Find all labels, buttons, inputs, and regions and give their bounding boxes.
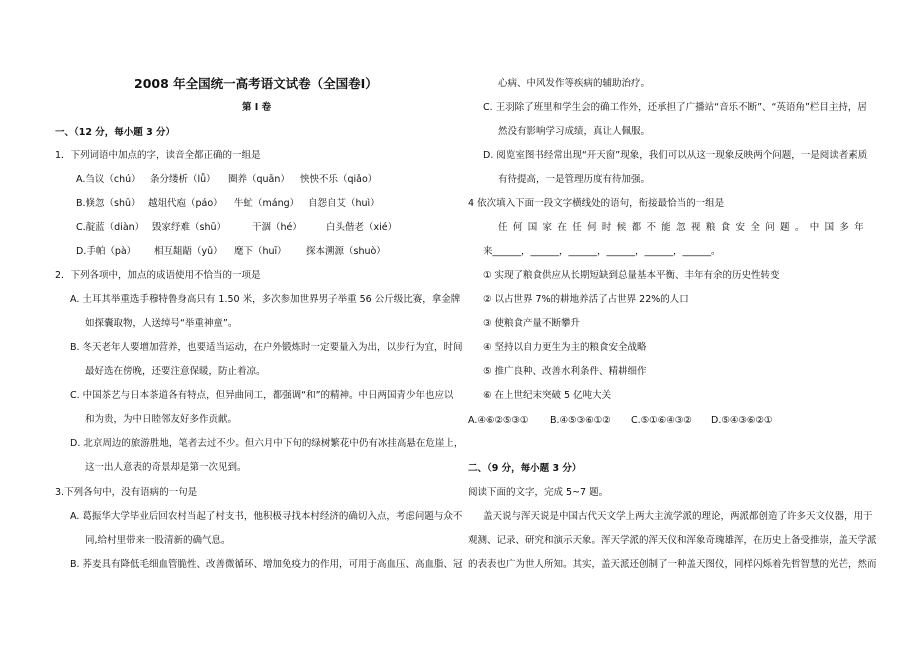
volume-heading: 第 I 卷 [242, 102, 272, 113]
q4-option-6: ⑥ 在上世纪末突破 5 亿吨大关 [483, 390, 612, 401]
passage-char: 食 [720, 222, 731, 233]
q3-option-a-line2: 同,给村里带来一股清新的确气息。 [85, 535, 231, 546]
passage-char: 安 [735, 222, 746, 233]
q3-option-d-line2: 有待提高，一是管理历度有待加强。 [498, 174, 651, 185]
passage-char: 视 [690, 222, 701, 233]
q3-stem: 3.下列各句中，没有语病的一句是 [55, 487, 198, 498]
exam-title: 2008 年全国统一高考语文试卷（全国卷Ⅰ） [134, 76, 378, 91]
passage-char: 家 [542, 222, 553, 233]
passage-line-3: 的表表也广为世人所知。其实，盖天派还创制了一种盖天图仪，同样闪烁着先哲智慧的光芒，然而 [468, 559, 877, 570]
passage-char: 中 [809, 222, 820, 233]
passage-char: 题 [780, 222, 790, 233]
q2-option-b-line1: B. 冬天老年人要增加营养，也要适当运动，在户外锻炼时一定要量入为出，以步行为宜，时间 [70, 342, 463, 353]
passage-char: 何 [512, 222, 523, 233]
passage-line-2: 观测、记录、研究和演示天象。浑天学派的浑天仪和浑象奇瑰雄浑，在历史上备受推崇，盖天学派 [468, 535, 877, 546]
q1-stem: 1．下列词语中加点的字，读音全都正确的一组是 [55, 150, 261, 161]
q3-option-d-line1: D. 阅览室图书经常出现“开天窗”现象，我们可以从这一现象反映两个问题，一是阅读者素质 [483, 150, 868, 161]
q4-answer-c: C.⑤①⑥④③② [631, 415, 692, 426]
q2-option-d-line1: D. 北京周边的旅游胜地，笔者去过不少。但六月中下旬的绿树繁花中仍有冰挂高悬在危崖上， [70, 438, 464, 449]
passage-char: 全 [750, 222, 760, 233]
q3-option-b-line1: B. 荞麦具有降低毛细血管脆性、改善微循环、增加免疫力的作用，可用于高血压、高血脂、冠 [70, 559, 463, 570]
q3-option-c-line2: 然没有影响学习成绩，真让人佩服。 [498, 126, 651, 137]
passage-char: 国 [824, 222, 835, 233]
passage-char: 粮 [705, 222, 716, 233]
q2-option-c-line1: C. 中国茶艺与日本茶道各有特点，但异曲同工，都强调“和”的精神。中日两国青少年也应以 [70, 390, 454, 401]
q4-answer-b: B.④⑤③⑥①② [550, 415, 611, 426]
passage-line-1: 盖天说与浑天说是中国古代天文学上两大主流学派的理论，两派都创造了许多天文仪器，用于 [483, 511, 873, 522]
passage-char: 问 [765, 222, 775, 233]
q4-option-4: ④ 坚持以自力更生为主的粮食安全战略 [483, 342, 647, 353]
q4-answer-a: A.④⑥②⑤③① [468, 415, 529, 426]
passage-char: 多 [839, 222, 849, 233]
q4-option-5: ⑤ 推广良种、改善水利条件、精耕细作 [483, 366, 647, 377]
section-2-heading: 二、（9 分，每小题 3 分） [468, 463, 582, 474]
passage-char: 年 [854, 222, 864, 233]
q2-option-a-line1: A. 土耳其举重选手穆特鲁身高只有 1.50 米，多次参加世界男子举重 56 公斤级比赛，拿金牌 [70, 294, 461, 305]
q2-option-a-line2: 如探囊取物，人送绰号“举重神童”。 [85, 318, 238, 329]
q4-passage-line1 [498, 221, 864, 234]
q4-option-1: ① 实现了粮食供应从长期短缺到总量基本平衡、丰年有余的历史性转变 [483, 270, 780, 281]
reading-intro: 阅读下面的文字，完成 5~7 题。 [468, 487, 609, 498]
passage-char: 何 [587, 222, 597, 233]
q4-stem: 4 依次填入下面一段文字横线处的语句，衔接最恰当的一组是 [468, 198, 725, 209]
q4-option-3: ③ 使粮食产量不断攀升 [483, 318, 581, 329]
q2-option-b-line2: 最好选在傍晚，还要注意保暖，防止着凉。 [85, 366, 266, 377]
passage-char: 在 [557, 222, 567, 233]
section-1-heading: 一、（12 分，每小题 3 分） [55, 127, 176, 138]
q2-option-c-line2: 和为贵，为中日睦邻友好多作贡献。 [85, 414, 238, 425]
q2-stem: 2．下列各项中，加点的成语使用不恰当的一项是 [55, 270, 261, 281]
passage-char: 忽 [676, 222, 686, 233]
passage-char: 任 [572, 222, 582, 233]
q3-option-b-line2: 心病、中风发作等疾病的辅助治疗。 [498, 78, 651, 89]
passage-char: 。 [794, 222, 805, 233]
passage-char: 候 [616, 222, 627, 233]
passage-char: 能 [661, 222, 671, 233]
q3-option-a-line1: A. 葛振华大学毕业后回农村当起了村支书，他积极寻找本村经济的确切入点，考虑问题与众不 [70, 511, 463, 522]
q2-option-d-line2: 这一出人意表的奇景却是第一次见到。 [85, 462, 247, 473]
passage-char: 都 [631, 222, 642, 233]
passage-char: 国 [527, 222, 538, 233]
passage-char: 任 [498, 222, 508, 233]
passage-char: 时 [601, 222, 612, 233]
q4-option-2: ② 以占世界 7%的耕地养活了占世界 22%的人口 [483, 294, 689, 305]
passage-char: 不 [646, 222, 656, 233]
q4-blanks-line: 来______，______，______，______，______，______。 [483, 246, 721, 257]
q3-option-c-line1: C. 王羽除了班里和学生会的确工作外，还承担了广播站“音乐不断”、“英语角”栏目主持，居 [483, 102, 867, 113]
q4-answer-d: D.⑤④③⑥②① [711, 415, 773, 426]
